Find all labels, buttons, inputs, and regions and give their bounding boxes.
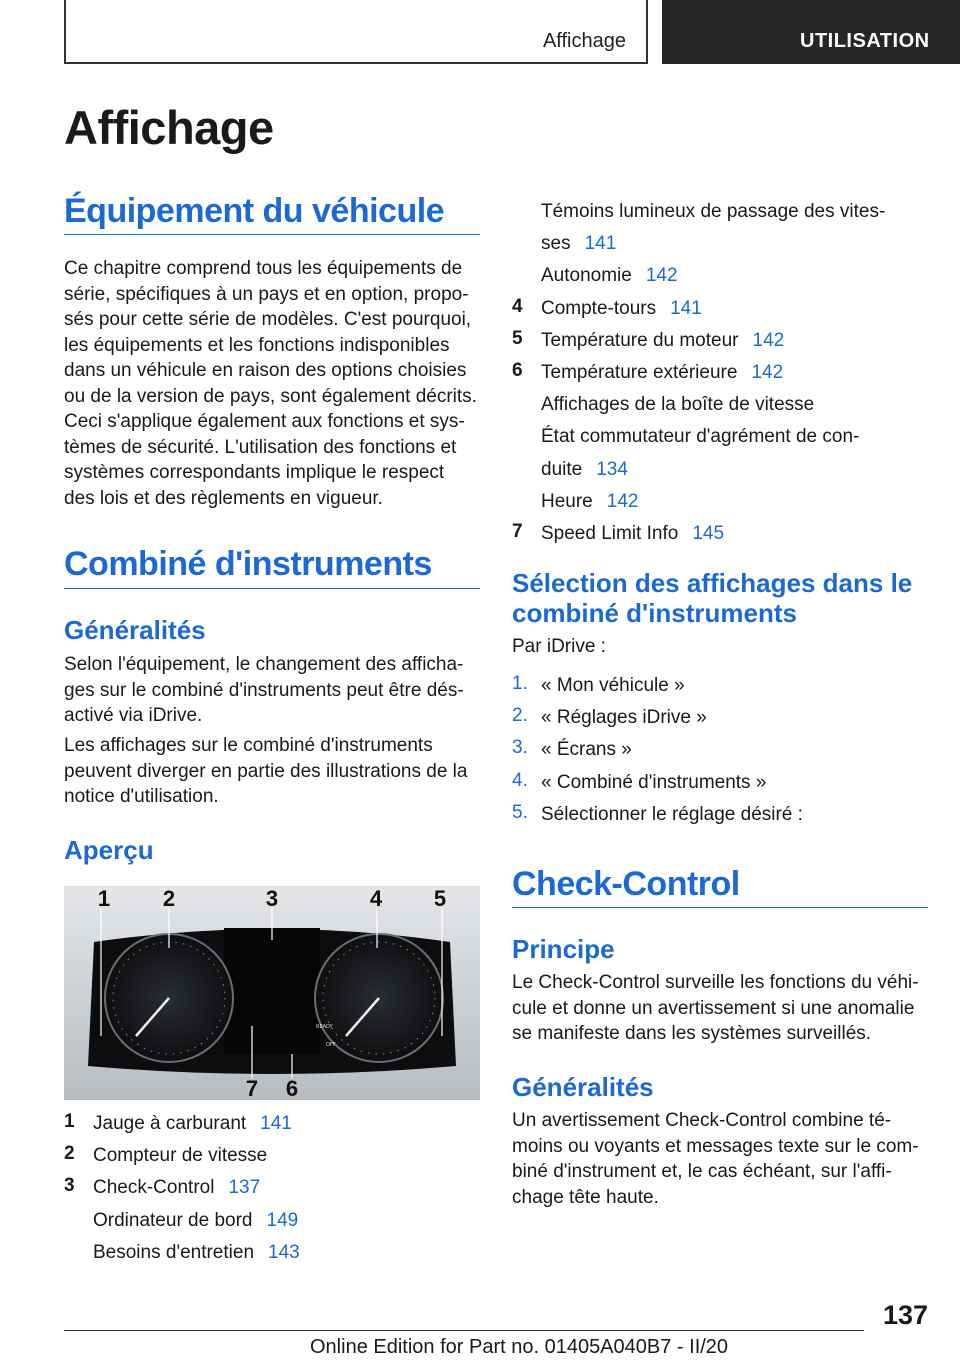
heading-check-control: Check-Control <box>512 865 740 903</box>
callout-3: 3 <box>265 886 279 911</box>
heading-rule <box>64 588 480 589</box>
step-number: 2. <box>512 705 528 727</box>
legend-text: Check-Control <box>93 1177 215 1199</box>
legend-text: Autonomie <box>541 265 632 287</box>
legend-item <box>541 328 784 354</box>
heading-principe: Principe <box>512 934 615 964</box>
callout-7: 7 <box>245 1076 259 1100</box>
heading-generalites-2: Généralités <box>512 1072 654 1102</box>
paragraph-equipement-line: sés pour cette série de modèles. C'est pourquoi, <box>64 309 472 330</box>
header-chapter-title: UTILISATION <box>800 30 930 52</box>
callout-6: 6 <box>285 1076 299 1100</box>
page-number: 137 <box>882 1300 928 1330</box>
legend-item <box>541 360 783 386</box>
page-title: Affichage <box>64 101 274 154</box>
page-reference: 141 <box>584 233 617 255</box>
legend-text: Compteur de vitesse <box>93 1145 268 1167</box>
step-text: Sélectionner le réglage désiré : <box>541 803 803 825</box>
legend-item <box>541 296 702 322</box>
legend-text: Affichages de la boîte de vitesse <box>541 394 815 416</box>
legend-item <box>541 231 616 257</box>
paragraph-equipement-line: série, spécifiques à un pays et en option, propo- <box>64 283 469 305</box>
paragraph-principe-line: cule et donne un avertissement si une anomalie <box>512 997 915 1019</box>
heading-generalites: Généralités <box>64 615 206 645</box>
legend-text: Ordinateur de bord <box>93 1209 253 1231</box>
page-reference: 141 <box>670 297 702 319</box>
header-section-title: Affichage <box>542 30 626 52</box>
step-number: 5. <box>512 801 528 823</box>
legend-text: Speed Limit Info <box>541 523 679 544</box>
legend-item <box>541 457 628 483</box>
paragraph-idrive: Par iDrive : <box>512 636 606 657</box>
legend-text: Température du moteur <box>541 329 739 351</box>
paragraph-generalites-1-line: ges sur le combiné d'instruments peut être dés- <box>64 679 464 701</box>
legend-item <box>93 1208 298 1234</box>
paragraph-equipement-line: les équipements et les fonctions indisponibles <box>64 334 450 356</box>
paragraph-principe-line: se manifeste dans les systèmes surveillés. <box>512 1023 872 1044</box>
legend-text: ses <box>541 233 571 255</box>
edition-text: Online Edition for Part no. 01405A040B7 - II/20 <box>310 1336 729 1358</box>
heading-rule <box>64 234 480 235</box>
page-reference: 142 <box>752 329 785 351</box>
paragraph-equipement-line: Ce chapitre comprend tous les équipements de <box>64 258 463 279</box>
legend-number: 5 <box>512 327 523 349</box>
callout-2: 2 <box>162 886 176 911</box>
legend-text: Température extérieure <box>541 362 738 383</box>
heading-equipement: Équipement du véhicule <box>64 192 445 230</box>
step-text: « Réglages iDrive » <box>541 707 707 729</box>
legend-text: Témoins lumineux de passage des vites- <box>541 201 886 222</box>
legend-number: 1 <box>64 1111 75 1132</box>
step-number: 4. <box>512 769 528 791</box>
page-reference: 142 <box>606 490 639 512</box>
legend-item <box>93 1240 300 1266</box>
step-number: 1. <box>512 673 528 694</box>
header-section-box <box>64 0 648 64</box>
legend-item <box>541 263 678 289</box>
paragraph-equipement-line: dans un véhicule en raison des options choisies <box>64 360 467 381</box>
paragraph-equipement-line: tèmes de sécurité. L'utilisation des fonctions et <box>64 436 457 458</box>
legend-text: Compte-tours <box>541 297 657 319</box>
callout-5: 5 <box>433 886 447 911</box>
page-reference: 134 <box>596 458 628 480</box>
paragraph-generalites-1-line: activé via iDrive. <box>64 705 203 726</box>
step-text: « Mon véhicule » <box>541 675 685 696</box>
legend-number: 6 <box>512 360 523 381</box>
legend-item <box>541 199 885 225</box>
heading-rule <box>512 907 928 908</box>
callout-4: 4 <box>369 886 383 911</box>
paragraph-generalites-2-line: Les affichages sur le combiné d'instruments <box>64 735 433 756</box>
page-reference: 142 <box>751 362 784 383</box>
legend-item <box>93 1111 292 1137</box>
legend-number: 7 <box>512 521 523 542</box>
paragraph-principe-line: Le Check-Control surveille les fonctions du véhi- <box>512 972 919 993</box>
paragraph-generalites-right-line: Un avertissement Check-Control combine té- <box>512 1110 892 1131</box>
page-reference: 137 <box>228 1177 261 1199</box>
legend-item <box>93 1175 260 1201</box>
paragraph-generalites-2-line: peuvent diverger en partie des illustrations de la <box>64 760 468 782</box>
paragraph-equipement-line: Ceci s'applique également aux fonctions et sys- <box>64 411 465 432</box>
ready-label: READY <box>316 1024 333 1030</box>
page-reference: 143 <box>268 1241 300 1263</box>
paragraph-generalites-1-line: Selon l'équipement, le changement des afficha- <box>64 654 464 675</box>
page-reference: 145 <box>692 523 725 544</box>
legend-text: Heure <box>541 490 593 512</box>
paragraph-generalites-right-line: chage tête haute. <box>512 1186 659 1208</box>
paragraph-generalites-right-line: moins ou voyants et messages texte sur le com- <box>512 1135 919 1157</box>
heading-apercu: Aperçu <box>64 835 154 865</box>
legend-item <box>93 1143 267 1169</box>
legend-text: Jauge à carburant <box>93 1113 247 1134</box>
legend-number: 3 <box>64 1175 75 1197</box>
legend-text: duite <box>541 458 583 480</box>
callout-1: 1 <box>97 886 111 911</box>
heading-selection: Sélection des affichages dans le combiné d'instruments <box>512 568 913 628</box>
legend-item <box>541 424 859 450</box>
heading-combine: Combiné d'instruments <box>64 545 432 583</box>
legend-text: Besoins d'entretien <box>93 1241 255 1263</box>
paragraph-generalites-2-line: notice d'utilisation. <box>64 786 219 807</box>
off-label: OFF <box>326 1042 336 1048</box>
step-number: 3. <box>512 737 528 759</box>
legend-number: 4 <box>512 295 523 317</box>
footer-rule <box>64 1330 864 1331</box>
instrument-cluster-photo <box>64 886 480 1100</box>
step-text: « Écrans » <box>541 739 632 761</box>
page-reference: 149 <box>266 1209 299 1231</box>
page-reference: 141 <box>260 1113 292 1134</box>
legend-number: 2 <box>64 1143 75 1165</box>
header-chapter-box <box>662 0 960 64</box>
legend-item <box>541 521 724 547</box>
paragraph-equipement-line: ou de la version de pays, sont également décrits. <box>64 385 477 407</box>
paragraph-generalites-right-line: biné d'instrument et, le cas échéant, sur l'affi- <box>512 1161 892 1182</box>
page-reference: 142 <box>645 265 678 287</box>
legend-item <box>541 489 638 515</box>
legend-text: État commutateur d'agrément de con- <box>541 426 860 448</box>
legend-item <box>541 392 814 418</box>
paragraph-equipement-line: systèmes correspondants implique le respect <box>64 462 445 483</box>
step-text: « Combiné d'instruments » <box>541 771 767 793</box>
paragraph-equipement-line: des lois et des règlements en vigueur. <box>64 487 383 509</box>
